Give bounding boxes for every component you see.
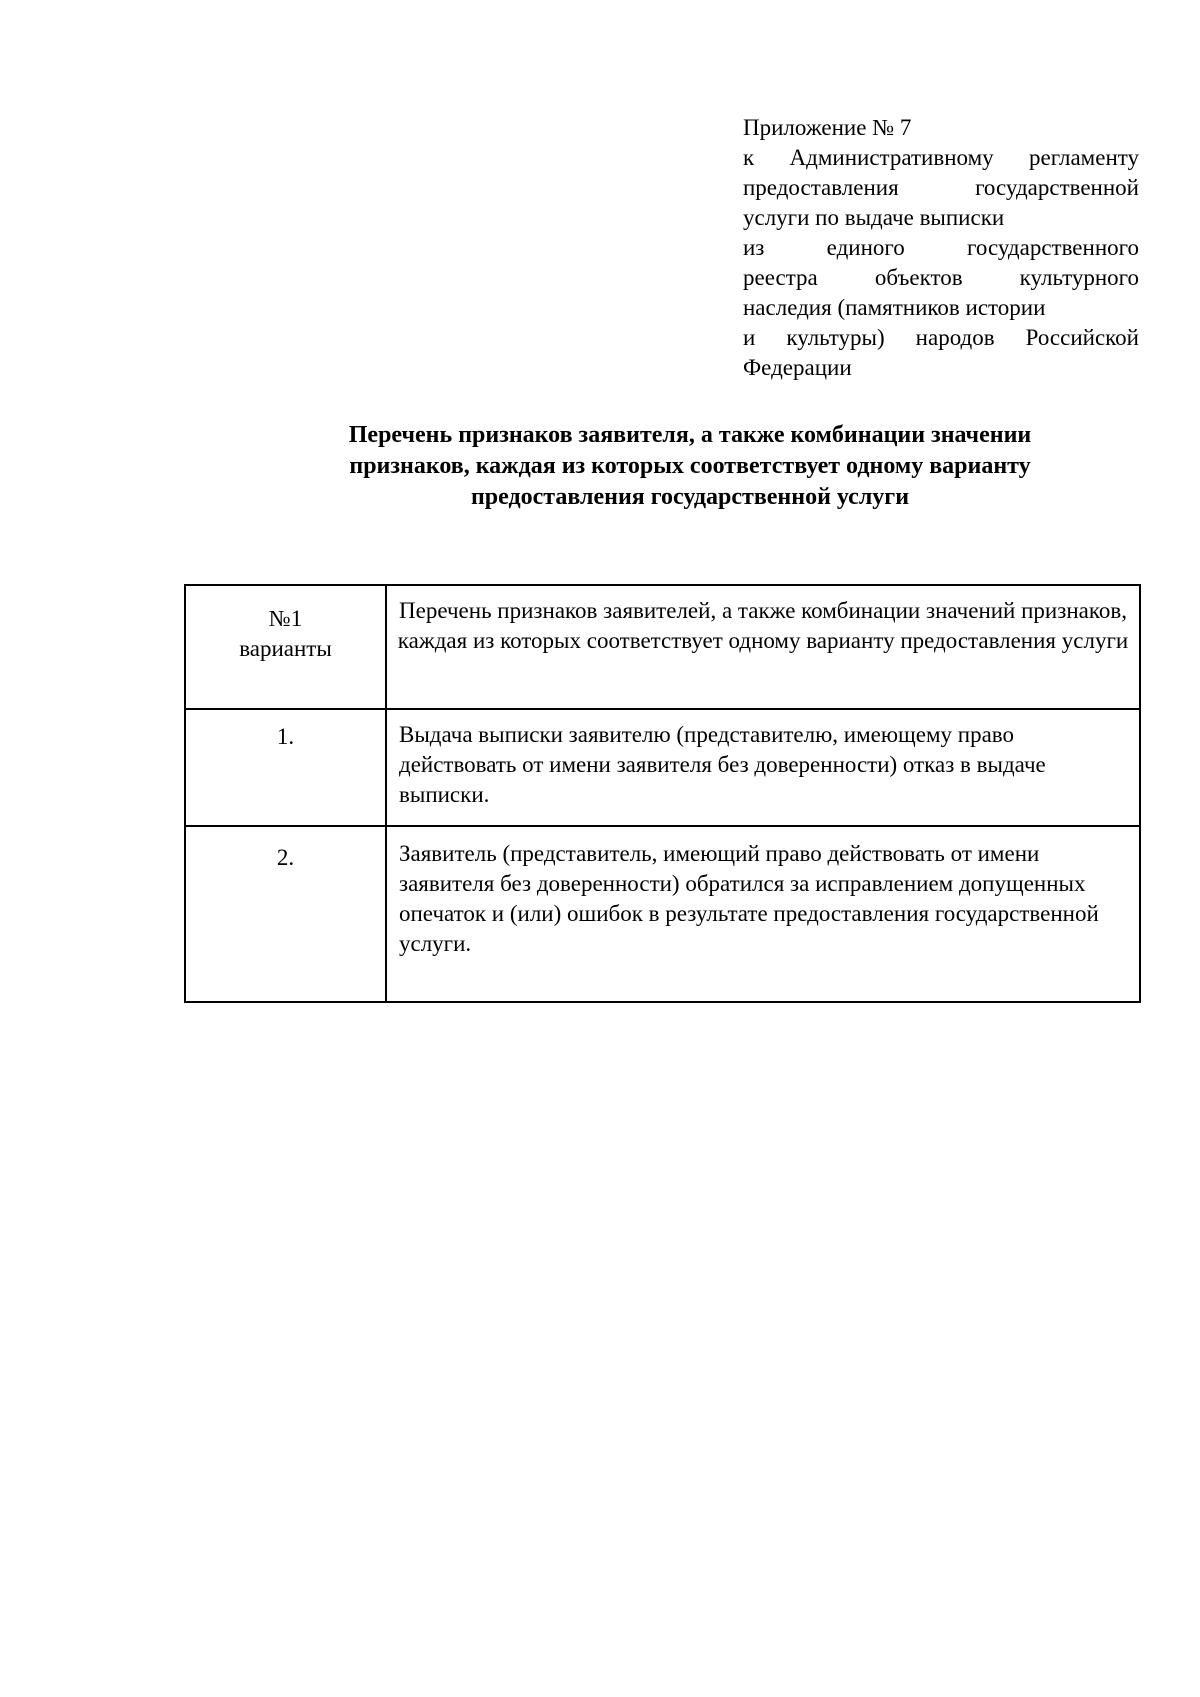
annex-line: Приложение № 7	[743, 115, 912, 140]
annex-line: из единого государственного	[743, 235, 1139, 260]
annex-line: реестра объектов культурного	[743, 265, 1139, 290]
table-row	[185, 709, 1140, 826]
annex-line: к Административному регламенту	[743, 145, 1139, 170]
annex-line: предоставления государственной	[743, 175, 1139, 200]
table-row	[185, 826, 1140, 1002]
table-header-row	[185, 585, 1140, 709]
annex-line: и культуры) народов Российской	[743, 325, 1139, 350]
header-description	[386, 585, 1140, 709]
document-title	[260, 420, 1120, 513]
variants-table	[184, 584, 1141, 1003]
variant-number-cell	[185, 826, 386, 1002]
variant-description: Заявитель (представитель, имеющий право действовать от имени заявителя без доверенности) обратился за исправлением допущенных опечаток и (или) ошибок в результате предоставления государственной услуги.	[399, 841, 1099, 956]
annex-header	[743, 113, 1139, 383]
variant-number-cell	[185, 709, 386, 826]
header-desc-label: Перечень признаков заявителей, а также комбинации значений признаков, каждая из которых соответствует одному варианту предоставления услуги	[397, 598, 1129, 653]
annex-line: услуги по выдаче выписки	[743, 205, 1005, 230]
variant-description: Выдача выписки заявителю (представителю, имеющему право действовать от имени заявителя без доверенности) отказ в выдаче выписки.	[399, 722, 1046, 807]
annex-line: Федерации	[743, 355, 852, 380]
header-num-label: №1 варианты	[239, 606, 332, 661]
variant-number: 1.	[276, 724, 295, 749]
variant-description-cell	[386, 709, 1140, 826]
title-line: Перечень признаков заявителя, а также комбинации значении	[348, 422, 1032, 448]
annex-line: наследия (памятников истории	[743, 295, 1046, 320]
variant-description-cell	[386, 826, 1140, 1002]
title-line: предоставления государственной услуги	[470, 484, 910, 510]
variant-number: 2.	[276, 845, 295, 870]
header-variant-number	[185, 585, 386, 709]
title-line: признаков, каждая из которых соответствует одному варианту	[349, 453, 1031, 479]
